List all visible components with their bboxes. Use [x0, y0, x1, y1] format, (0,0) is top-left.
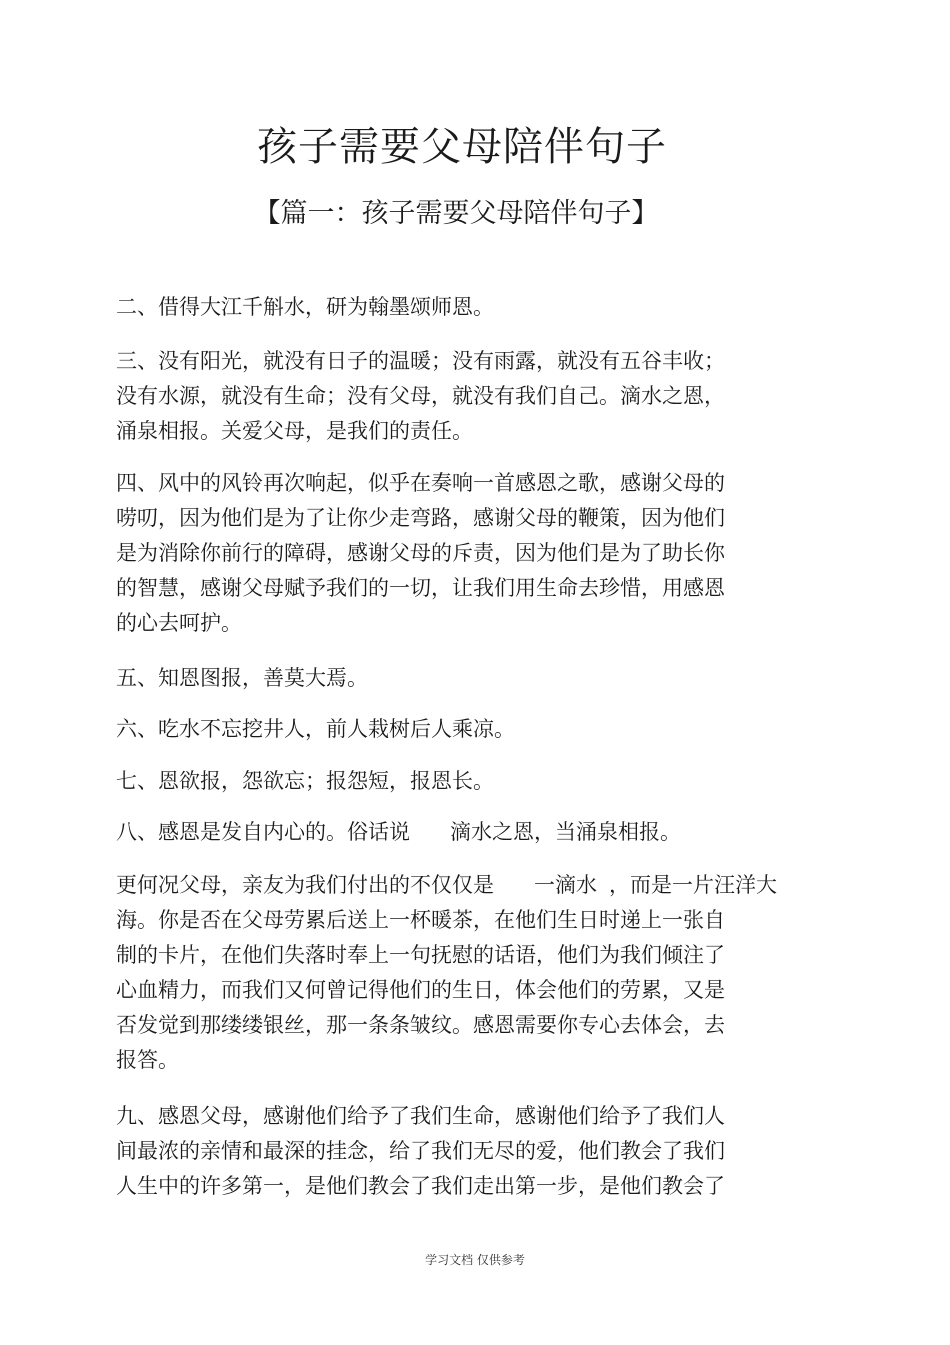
text-segment: 一滴水 [534, 873, 597, 897]
text-segment: 更何况父母，亲友为我们付出的不仅仅是 [116, 873, 494, 897]
text-line: 五、知恩图报，善莫大焉。 [116, 666, 368, 690]
text-line: 四、风中的风铃再次响起，似乎在奏响一首感恩之歌，感谢父母的 [116, 471, 725, 495]
text-line: 心血精力，而我们又何曾记得他们的生日，体会他们的劳累，又是 [116, 978, 725, 1002]
text-line: 海。你是否在父母劳累后送上一杯暖茶，在他们生日时递上一张自 [116, 908, 725, 932]
page-footer: 学习文档 仅供参考 [425, 1253, 525, 1267]
paragraph-9 [116, 868, 836, 1078]
text-line: 是为消除你前行的障碍，感谢父母的斥责，因为他们是为了助长你 [116, 541, 725, 565]
text-line: 的智慧，感谢父母赋予我们的一切，让我们用生命去珍惜，用感恩 [116, 576, 725, 600]
text-line: 报答。 [116, 1048, 179, 1072]
paragraph-3 [116, 344, 836, 449]
paragraph-5 [116, 661, 836, 696]
text-line: 人生中的许多第一，是他们教会了我们走出第一步，是他们教会了 [116, 1174, 725, 1198]
text-line: 三、没有阳光，就没有日子的温暖；没有雨露，就没有五谷丰收； [116, 349, 725, 373]
text-line: 的心去呵护。 [116, 611, 242, 635]
text-line: 二、借得大江千斛水，研为翰墨颂师恩。 [116, 295, 494, 319]
paragraph-2 [116, 290, 836, 325]
text-segment: 八、感恩是发自内心的。俗话说 [116, 820, 410, 844]
text-line: 六、吃水不忘挖井人，前人栽树后人乘凉。 [116, 717, 515, 741]
text-line: 九、感恩父母，感谢他们给予了我们生命，感谢他们给予了我们人 [116, 1104, 725, 1128]
text-line: 制的卡片，在他们失落时奉上一句抚慰的话语，他们为我们倾注了 [116, 943, 725, 967]
page-title: 孩子需要父母陪伴句子 [257, 124, 667, 170]
text-line: 间最浓的亲情和最深的挂念，给了我们无尽的爱，他们教会了我们 [116, 1139, 725, 1163]
paragraph-8 [116, 815, 836, 850]
text-line: 否发觉到那缕缕银丝，那一条条皱纹。感恩需要你专心去体会，去 [116, 1013, 725, 1037]
section-heading: 【篇一：孩子需要父母陪伴句子】 [253, 198, 659, 229]
text-line: 没有水源，就没有生命；没有父母，就没有我们自己。滴水之恩， [116, 384, 725, 408]
paragraph-7 [116, 764, 836, 799]
text-line [116, 868, 836, 903]
paragraph-4 [116, 466, 836, 641]
text-line [116, 815, 836, 850]
paragraph-10 [116, 1099, 836, 1204]
text-line: 唠叨，因为他们是为了让你少走弯路，感谢父母的鞭策，因为他们 [116, 506, 725, 530]
paragraph-6 [116, 712, 836, 747]
text-line: 七、恩欲报，怨欲忘；报怨短，报恩长。 [116, 769, 494, 793]
text-segment: 滴水之恩，当涌泉相报。 [450, 820, 681, 844]
text-line: 涌泉相报。关爱父母，是我们的责任。 [116, 419, 473, 443]
text-segment: ，而是一片汪洋大 [609, 873, 777, 897]
